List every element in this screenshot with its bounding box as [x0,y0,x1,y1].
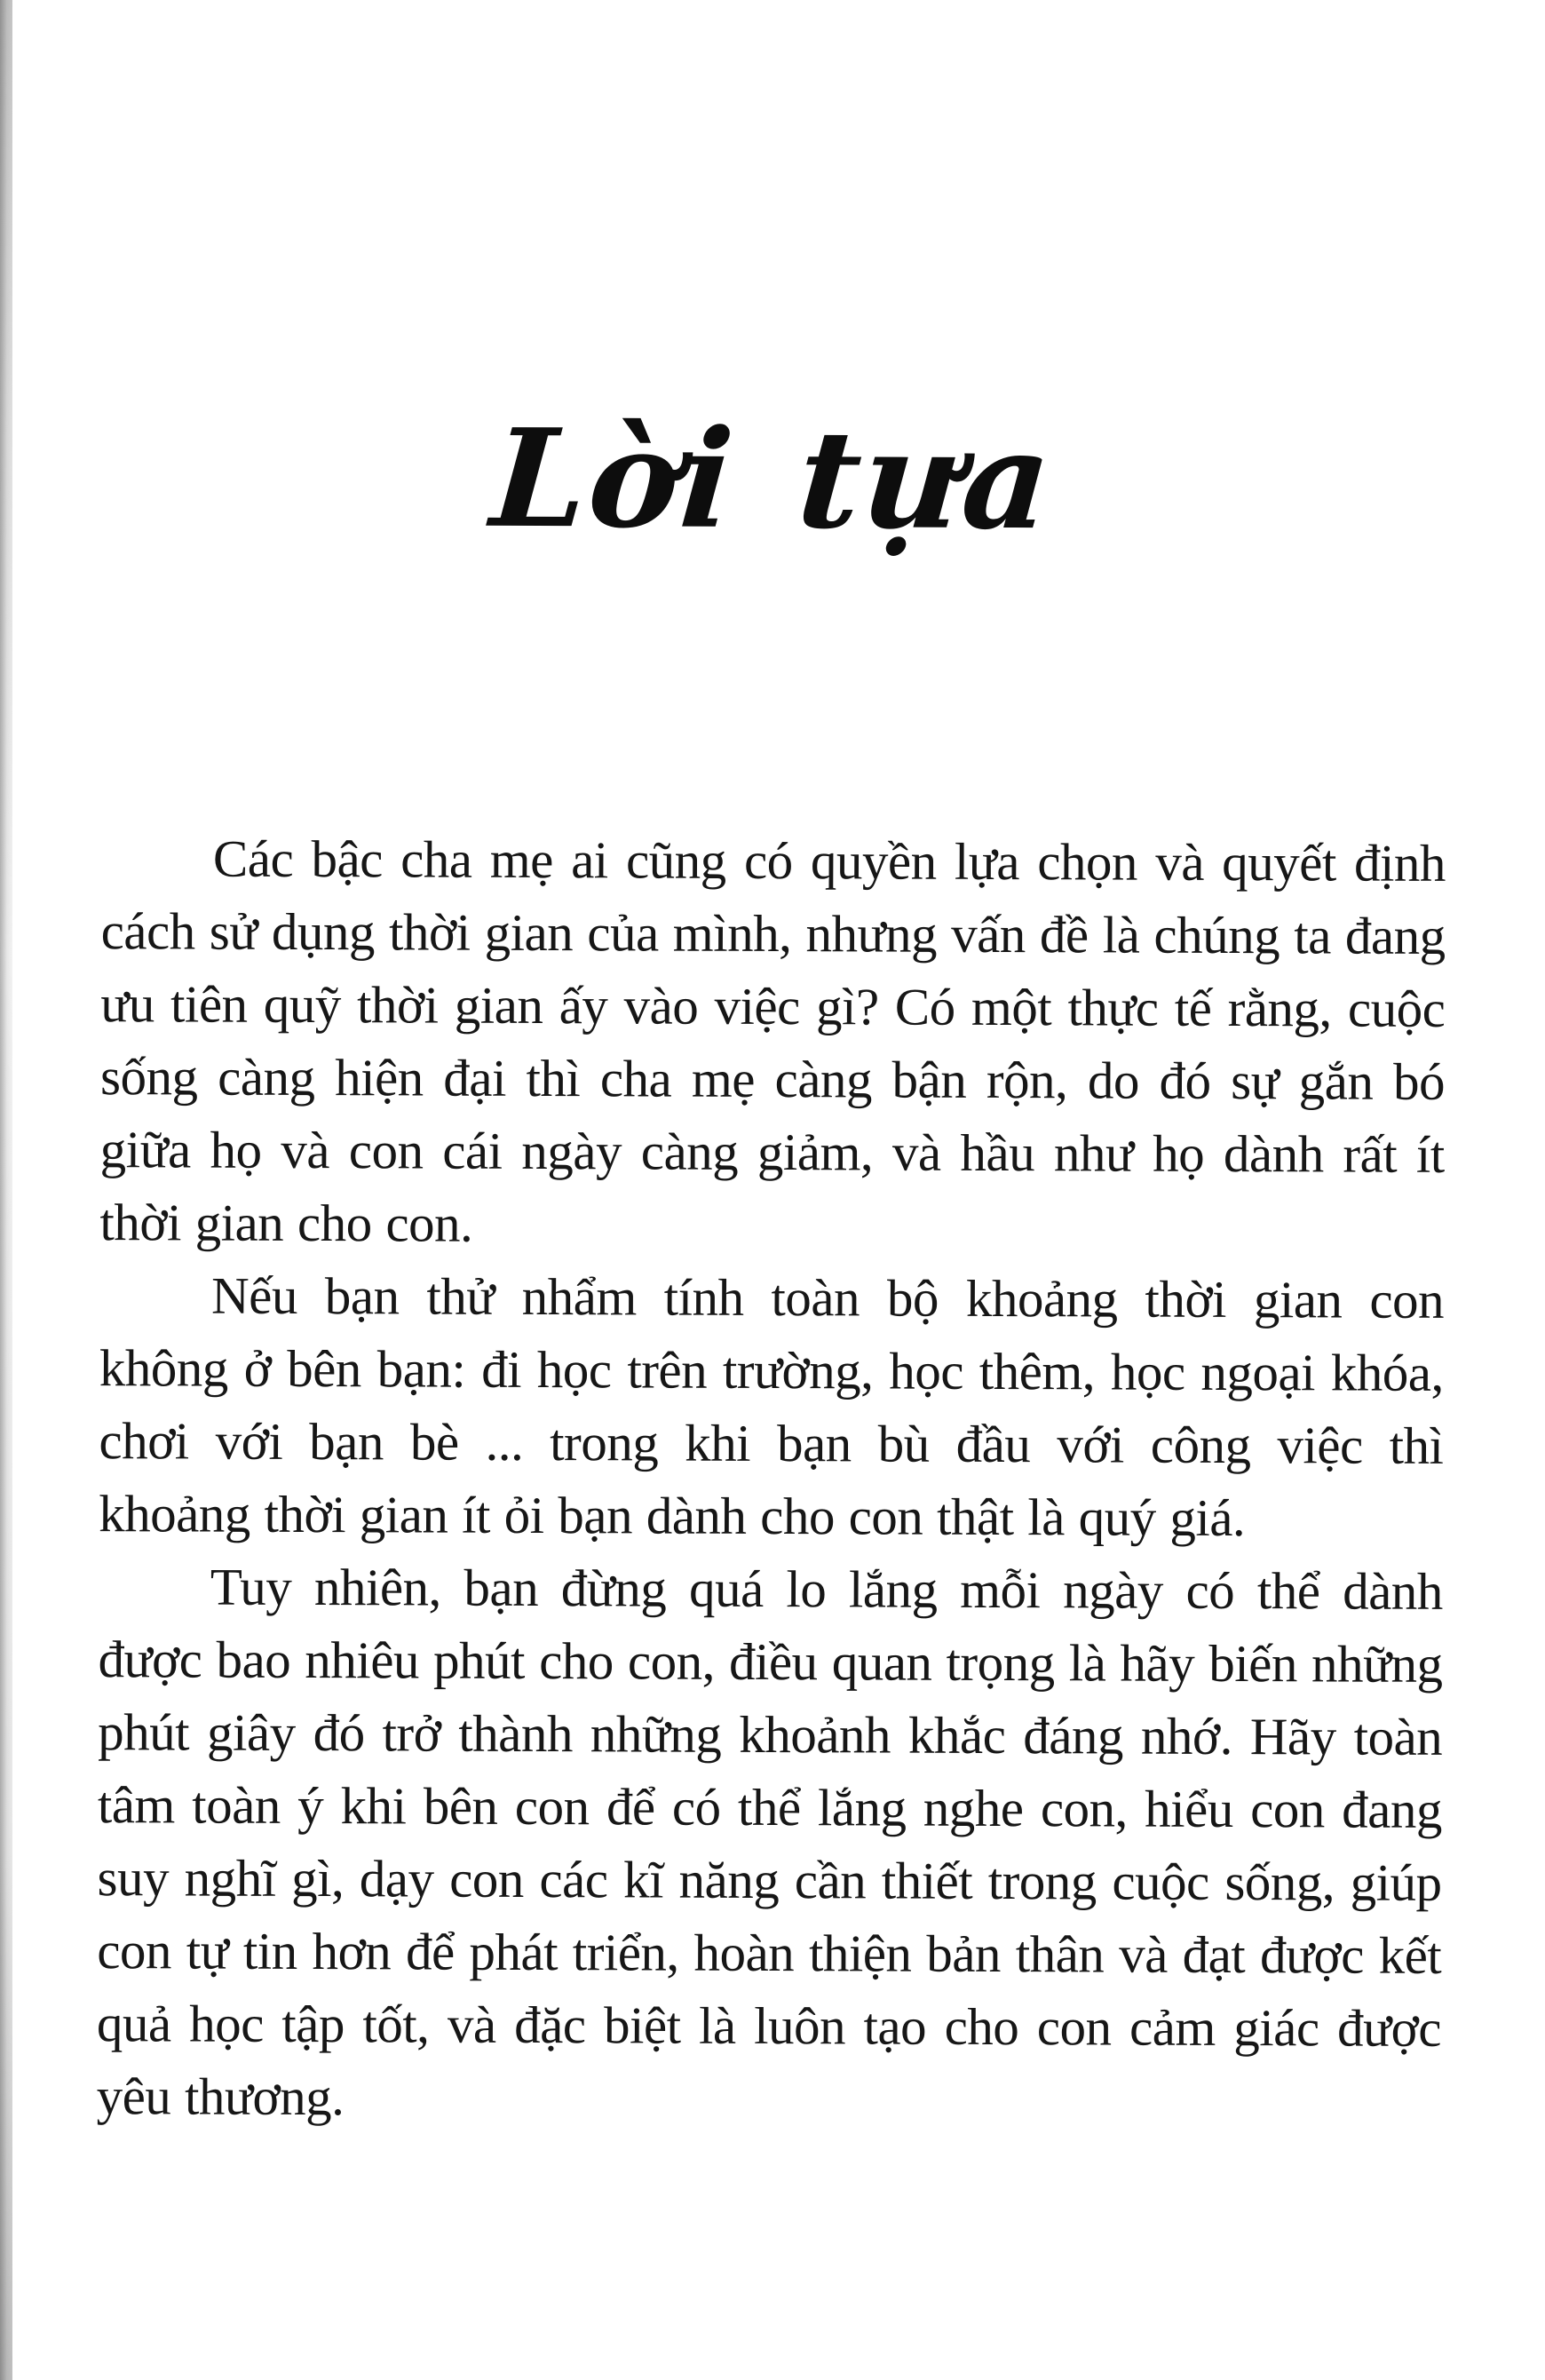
preface-paragraph-3: Tuy nhiên, bạn đừng quá lo lắng mỗi ngày có thể dành được bao nhiêu phút cho con, điều quan trọng là hãy biến những phút giây đó trở thành những khoảnh khắc đáng nhớ. Hãy toàn tâm toàn ý khi bên con để có thể lắng nghe con, hiểu con đang suy nghĩ gì, dạy con các kĩ năng cần thiết trong cuộc sống, giúp con tự tin hơn để phát triển, hoàn thiện bản thân và đạt được kết quả học tập tốt, và đặc biệt là luôn tạo cho con cảm giác được yêu thương. [96,1557,1443,2127]
page-content-area [0,397,1545,2138]
preface-body [0,821,1543,2138]
page-title: Lời tựa [487,398,1058,560]
preface-paragraph-1: Các bậc cha mẹ ai cũng có quyền lựa chọn và quyết định cách sử dụng thời gian của mình, nhưng vấn đề là chúng ta đang ưu tiên quỹ thời gian ấy vào việc gì? Có một thực tế rằng, cuộc sống càng hiện đại thì cha mẹ càng bận rộn, do đó sự gắn bó giữa họ và con cái ngày càng giảm, và hầu như họ dành rất ít thời gian cho con. [99,829,1446,1253]
preface-paragraph-2: Nếu bạn thử nhẩm tính toàn bộ khoảng thời gian con không ở bên bạn: đi học trên trường, học thêm, học ngoại khóa, chơi với bạn bè ... trong khi bạn bù đầu với công việc thì khoảng thời gian ít ỏi bạn dành cho con thật là quý giá. [99,1265,1445,1548]
